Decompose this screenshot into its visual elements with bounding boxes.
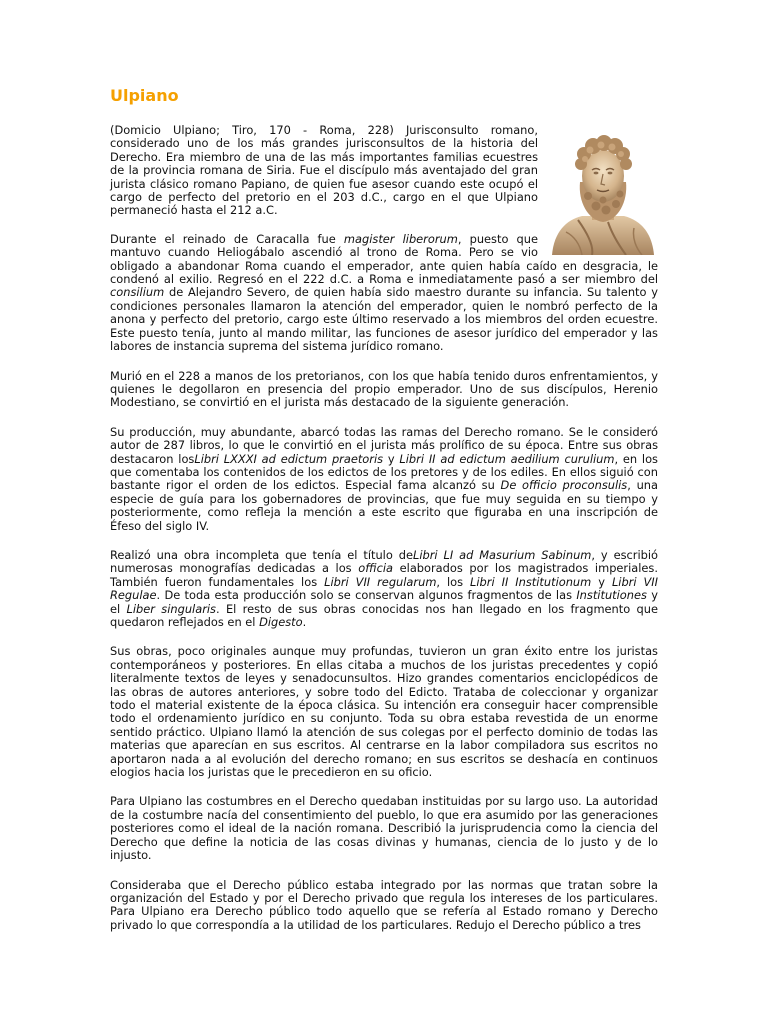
paragraph: Consideraba que el Derecho público estaba integrado por las normas que tratan sobre la organización del Estado y por el Derecho privado que regula los intereses de los particulares. Para Ulpiano era Derecho público todo aquello que se refería al Estado romano y Derecho privado lo que correspondía a la utilidad de los particulares. Redujo el Derecho público a tres <box>110 877 658 932</box>
paragraph: Sus obras, poco originales aunque muy profundas, tuvieron un gran éxito entre los juristas contemporáneos y posteriores. En ellas citaba a muchos de los juristas precedentes y copió literalmente textos de leyes y senadocunsultos. Hizo grandes comentarios enciclopédicos de las obras de autores anteriores, y sobre todo del Edicto. Trataba de coleccionar y organizar todo el material existente de la época clásica. Su intención era conseguir hacer comprensible todo el ordenamiento jurídico en su conjunto. Toda su obra estaba revestida de un enorme sentido práctico. Ulpiano llamó la atención de sus colegas por el perfecto dominio de todas las materias que aparecían en sus escritos. Al centrarse en la labor compiladora sus escritos no aportaron nada a al evolución del derecho romano; en sus escritos se deshacía en continuos elogios hacia los juristas que le precedieron en su oficio. <box>110 644 658 780</box>
paragraph: Para Ulpiano las costumbres en el Derecho quedaban instituidas por su largo uso. La autoridad de la costumbre nacía del consentimiento del pueblo, lo que era asumido por las generaciones posteriores como el ideal de la nación romana. Describió la jurisprudencia como la ciencia del Derecho que define la noticia de las cosas divinas y humanas, ciencia de lo justo y de lo injusto. <box>110 794 658 863</box>
bust-illustration <box>548 124 658 255</box>
page-title: Ulpiano <box>110 86 179 105</box>
paragraph: Su producción, muy abundante, abarcó todas las ramas del Derecho romano. Se le consideró autor de 287 libros, lo que le convirtió en el jurista más prolífico de su época. Entre sus obras destacaron losLibri LXXXI ad edictum praetoris y Libri II ad edictum aedilium curulium, en los que comentaba los contenidos de los edictos de los pretores y de los ediles. En ellos siguió con bastante rigor el orden de los edictos. Especial fama alcanzó su De officio proconsulis, una especie de guía para los gobernadores de provincias, que fue muy seguida en su tiempo y posteriormente, como refleja la mención a este escrito que figuraba en una inscripción de Éfeso del siglo IV. <box>110 424 658 533</box>
paragraph: Realizó una obra incompleta que tenía el título deLibri LI ad Masurium Sabinum, y escribió numerosas monografías dedicadas a los officia elaborados por los magistrados imperiales. También fueron fundamentales los Libri VII regularum, los Libri II Institutionum y Libri VII Regulae. De toda esta producción solo se conservan algunos fragmentos de las Institutiones y el Liber singularis. El resto de sus obras conocidas nos han llegado en los fragmento que quedaron reflejados en el Digesto. <box>110 547 659 629</box>
paragraph: Durante el reinado de Caracalla fue magister liberorum, puesto que mantuvo cuando Heliogábalo ascendió al trono de Roma. Pero se vio obligado a abandonar Roma cuando el emperador, ante quien había caído en desgracia, le condenó al exilio. Regresó en el 222 d.C. a Roma e inmediatamente pasó a ser miembro del consilium de Alejandro Severo, de quien había sido maestro durante su infancia. Su talento y condiciones personales llamaron la atención del emperador, quien le nombró perfecto de la anona y perfecto del pretorio, cargo este último reservado a los miembros del orden ecuestre. Este puesto tenía, junto al mando militar, las funciones de asesor jurídico del emperador y las labores de instancia suprema del sistema jurídico romano. <box>110 231 658 354</box>
paragraph: Murió en el 228 a manos de los pretorianos, con los que había tenido duros enfrentamientos, y quienes le degollaron en presencia del propio emperador. Uno de sus discípulos, Herenio Modestiano, se convirtió en el jurista más destacado de la siguiente generación. <box>110 368 658 410</box>
paragraph: (Domicio Ulpiano; Tiro, 170 - Roma, 228) Jurisconsulto romano, considerado uno de los más grandes jurisconsultos de la historia del Derecho. Era miembro de una de las más importantes familias ecuestres de la provincia romana de Siria. Fue el discípulo más aventajado del gran jurista clásico romano Papiano, de quien fue asesor cuando este ocupó el cargo de perfecto del pretorio en el 203 d.C., cargo en el que Ulpiano permaneció hasta el 212 a.C. <box>110 123 538 218</box>
article-body <box>110 124 658 948</box>
portrait-image <box>548 124 658 255</box>
